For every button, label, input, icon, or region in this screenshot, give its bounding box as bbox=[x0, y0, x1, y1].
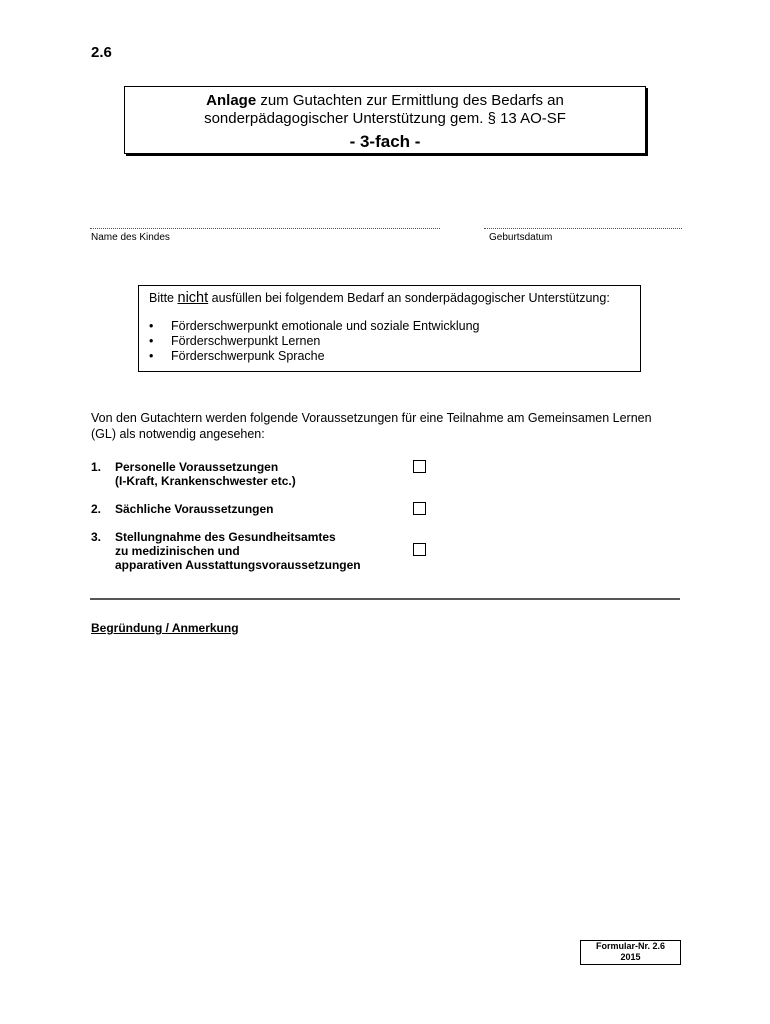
requirements-intro-line-1: Von den Gutachtern werden folgende Voraussetzungen für eine Teilnahme am Gemeinsamen Lernen bbox=[91, 411, 652, 425]
notice-intro bbox=[149, 290, 610, 306]
requirement-health-office-checkbox[interactable] bbox=[413, 543, 426, 556]
requirement-line: zu medizinischen und bbox=[115, 544, 240, 558]
title-box bbox=[124, 86, 646, 154]
footer-form-label: Formular-Nr. 2.6 bbox=[595, 941, 666, 951]
section-divider bbox=[90, 598, 680, 600]
notice-prefix: Bitte bbox=[149, 291, 178, 305]
requirement-personnel-checkbox[interactable] bbox=[413, 460, 426, 473]
requirement-number: 3. bbox=[91, 530, 102, 544]
notice-emphasis: nicht bbox=[177, 290, 209, 306]
notice-item: • Förderschwerpunkt Lernen bbox=[149, 334, 480, 349]
notice-suffix: ausfüllen bei folgendem Bedarf an sonderpädagogischer Unterstützung: bbox=[208, 291, 610, 305]
remarks-heading: Begründung / Anmerkung bbox=[91, 621, 239, 635]
footer-year: 2015 bbox=[620, 952, 641, 962]
title-line-1-rest: zum Gutachten zur Ermittlung des Bedarfs an bbox=[256, 92, 564, 109]
requirement-label bbox=[115, 460, 296, 488]
child-name-label: Name des Kindes bbox=[91, 232, 170, 243]
requirement-line: Sächliche Voraussetzungen bbox=[115, 502, 274, 516]
requirements-intro-line-2: (GL) als notwendig angesehen: bbox=[91, 427, 265, 441]
requirement-line: Stellungnahme des Gesundheitsamtes bbox=[115, 530, 336, 544]
child-name-field[interactable] bbox=[90, 228, 440, 229]
requirement-number: 1. bbox=[91, 460, 102, 474]
requirement-line: (I-Kraft, Krankenschwester etc.) bbox=[115, 474, 296, 488]
title-line-2: sonderpädagogischer Unterstützung gem. § 13 AO-SF bbox=[204, 110, 566, 127]
requirement-line: apparativen Ausstattungsvoraussetzungen bbox=[115, 558, 361, 572]
birth-date-field[interactable] bbox=[484, 228, 682, 229]
requirement-number: 2. bbox=[91, 502, 102, 516]
requirement-label bbox=[115, 502, 274, 516]
notice-list bbox=[149, 319, 480, 364]
notice-item: • Förderschwerpunkt emotionale und soziale Entwicklung bbox=[149, 319, 480, 334]
requirements-intro bbox=[91, 410, 691, 442]
form-number: 2.6 bbox=[91, 44, 112, 61]
title-line-1 bbox=[125, 92, 645, 110]
notice-item: • Förderschwerpunk Sprache bbox=[149, 349, 480, 364]
title-copies: - 3-fach - bbox=[349, 132, 421, 151]
requirement-label bbox=[115, 530, 361, 572]
requirement-material-checkbox[interactable] bbox=[413, 502, 426, 515]
title-anlage: Anlage bbox=[206, 92, 257, 109]
form-number-footer bbox=[580, 940, 681, 965]
notice-box bbox=[138, 285, 641, 372]
requirement-line: Personelle Voraussetzungen bbox=[115, 460, 279, 474]
birth-date-label: Geburtsdatum bbox=[489, 232, 553, 243]
